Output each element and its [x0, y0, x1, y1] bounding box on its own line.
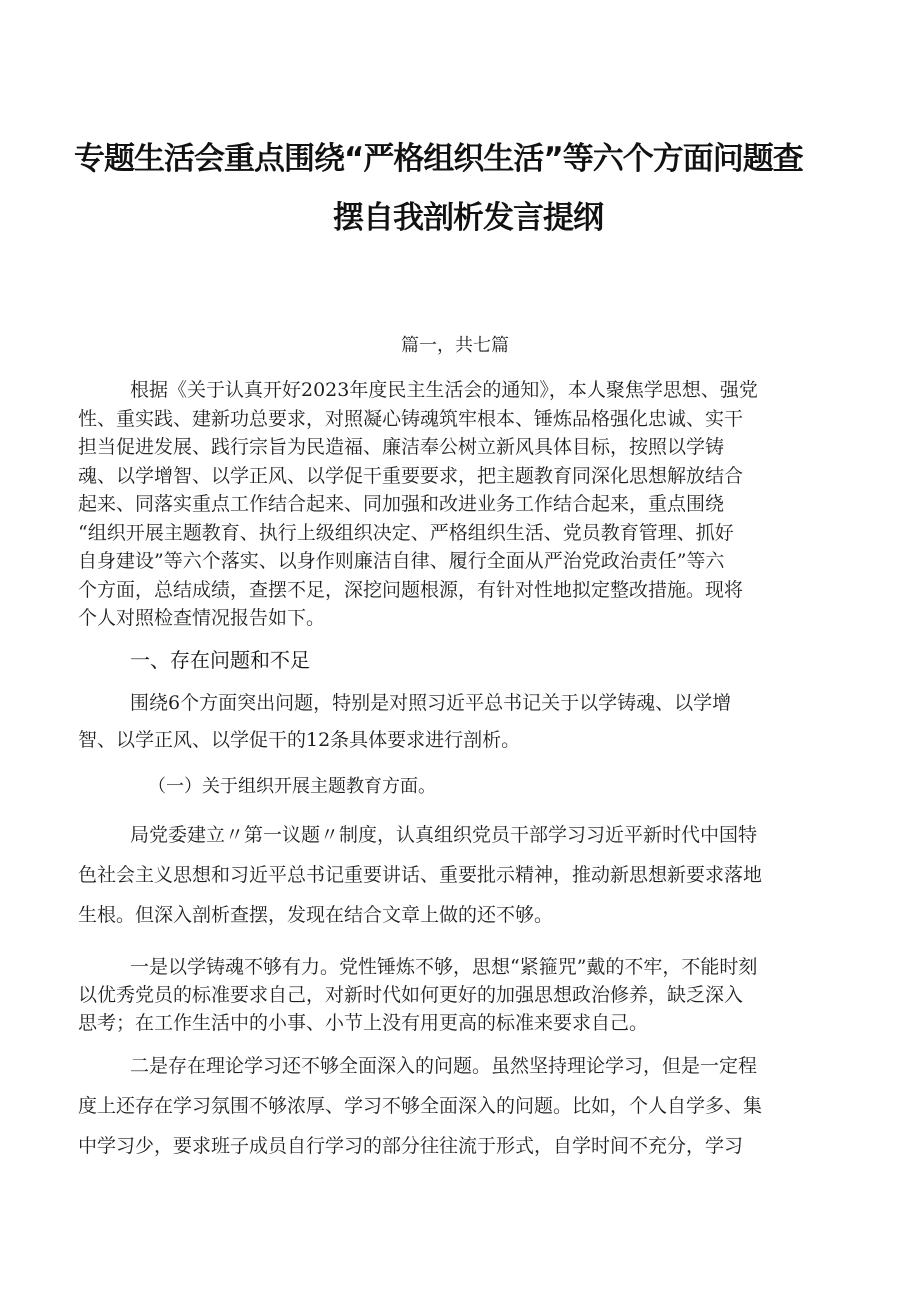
- subsection-paragraph: [78, 815, 848, 935]
- intro-paragraph: [78, 376, 848, 633]
- point-paragraph: [78, 953, 848, 1037]
- paragraph-line: 思考；在工作生活中的小事、小节上没有用更高的标准来要求自己。: [78, 1012, 649, 1034]
- paragraph-line: 局党委建立〃第一议题〃制度，认真组织党员干部学习习近平新时代中国特: [130, 824, 758, 846]
- section-heading: 一、存在问题和不足: [130, 648, 310, 672]
- paragraph-line: 二是存在理论学习还不够全面深入的问题。虽然坚持理论学习，但是一定程: [130, 1055, 758, 1077]
- point-paragraph: [78, 1046, 848, 1166]
- document-title-line-1: 专题生活会重点围绕“严格组织生活”等六个方面问题查: [74, 141, 803, 177]
- document-subtitle: 篇一，共七篇: [401, 335, 509, 356]
- paragraph-line: 围绕6个方面突出问题，特别是对照习近平总书记关于以学铸魂、以学增: [130, 692, 732, 714]
- paragraph-line: 自身建设”等六个落实、以身作则廉洁自律、履行全面从严治党政治责任”等六: [78, 550, 725, 572]
- paragraph-line: 度上还存在学习氛围不够浓厚、学习不够全面深入的问题。比如，个人自学多、集: [78, 1095, 763, 1117]
- paragraph-line: 担当促进发展、践行宗旨为民造福、廉洁奉公树立新风具体目标，按照以学铸: [78, 436, 725, 458]
- subsection-heading: （一）关于组织开展主题教育方面。: [148, 776, 436, 797]
- paragraph-line: 一是以学铸魂不够有力。党性锤炼不够，思想“紧箍咒”戴的不牢，不能时刻: [130, 956, 758, 978]
- paragraph-line: 性、重实践、建新功总要求，对照凝心铸魂筑牢根本、锤炼品格强化忠诚、实干: [78, 407, 744, 430]
- paragraph-line: 生根。但深入剖析查摆，发现在结合文章上做的还不够。: [78, 904, 554, 926]
- paragraph-line: 个人对照检查情况报告如下。: [78, 607, 326, 629]
- paragraph-line: 根据《关于认真开好2023年度民主生活会的通知》，本人聚焦学思想、强党: [130, 379, 758, 401]
- paragraph-line: “组织开展主题教育、执行上级组织决定、严格组织生活、党员教育管理、抓好: [78, 521, 734, 544]
- paragraph-line: 色社会主义思想和习近平总书记重要讲话、重要批示精神，推动新思想新要求落地: [78, 864, 763, 886]
- paragraph-line: 以优秀党员的标准要求自己，对新时代如何更好的加强思想政治修养，缺乏深入: [78, 984, 744, 1006]
- paragraph-line: 魂、以学增智、以学正风、以学促干重要要求，把主题教育同深化思想解放结合: [78, 464, 744, 487]
- paragraph-line: 个方面，总结成绩，查摆不足，深挖问题根源，有针对性地拟定整改措施。现将: [78, 578, 744, 601]
- section-paragraph: [78, 685, 848, 759]
- document-title-line-2: 摆自我剖析发言提纲: [333, 200, 603, 236]
- paragraph-line: 起来、同落实重点工作结合起来、同加强和改进业务工作结合起来，重点围绕: [78, 493, 725, 515]
- paragraph-line: 中学习少，要求班子成员自行学习的部分往往流于形式，自学时间不充分，学习: [78, 1135, 744, 1157]
- paragraph-line: 智、以学正风、以学促干的12条具体要求进行剖析。: [78, 729, 521, 751]
